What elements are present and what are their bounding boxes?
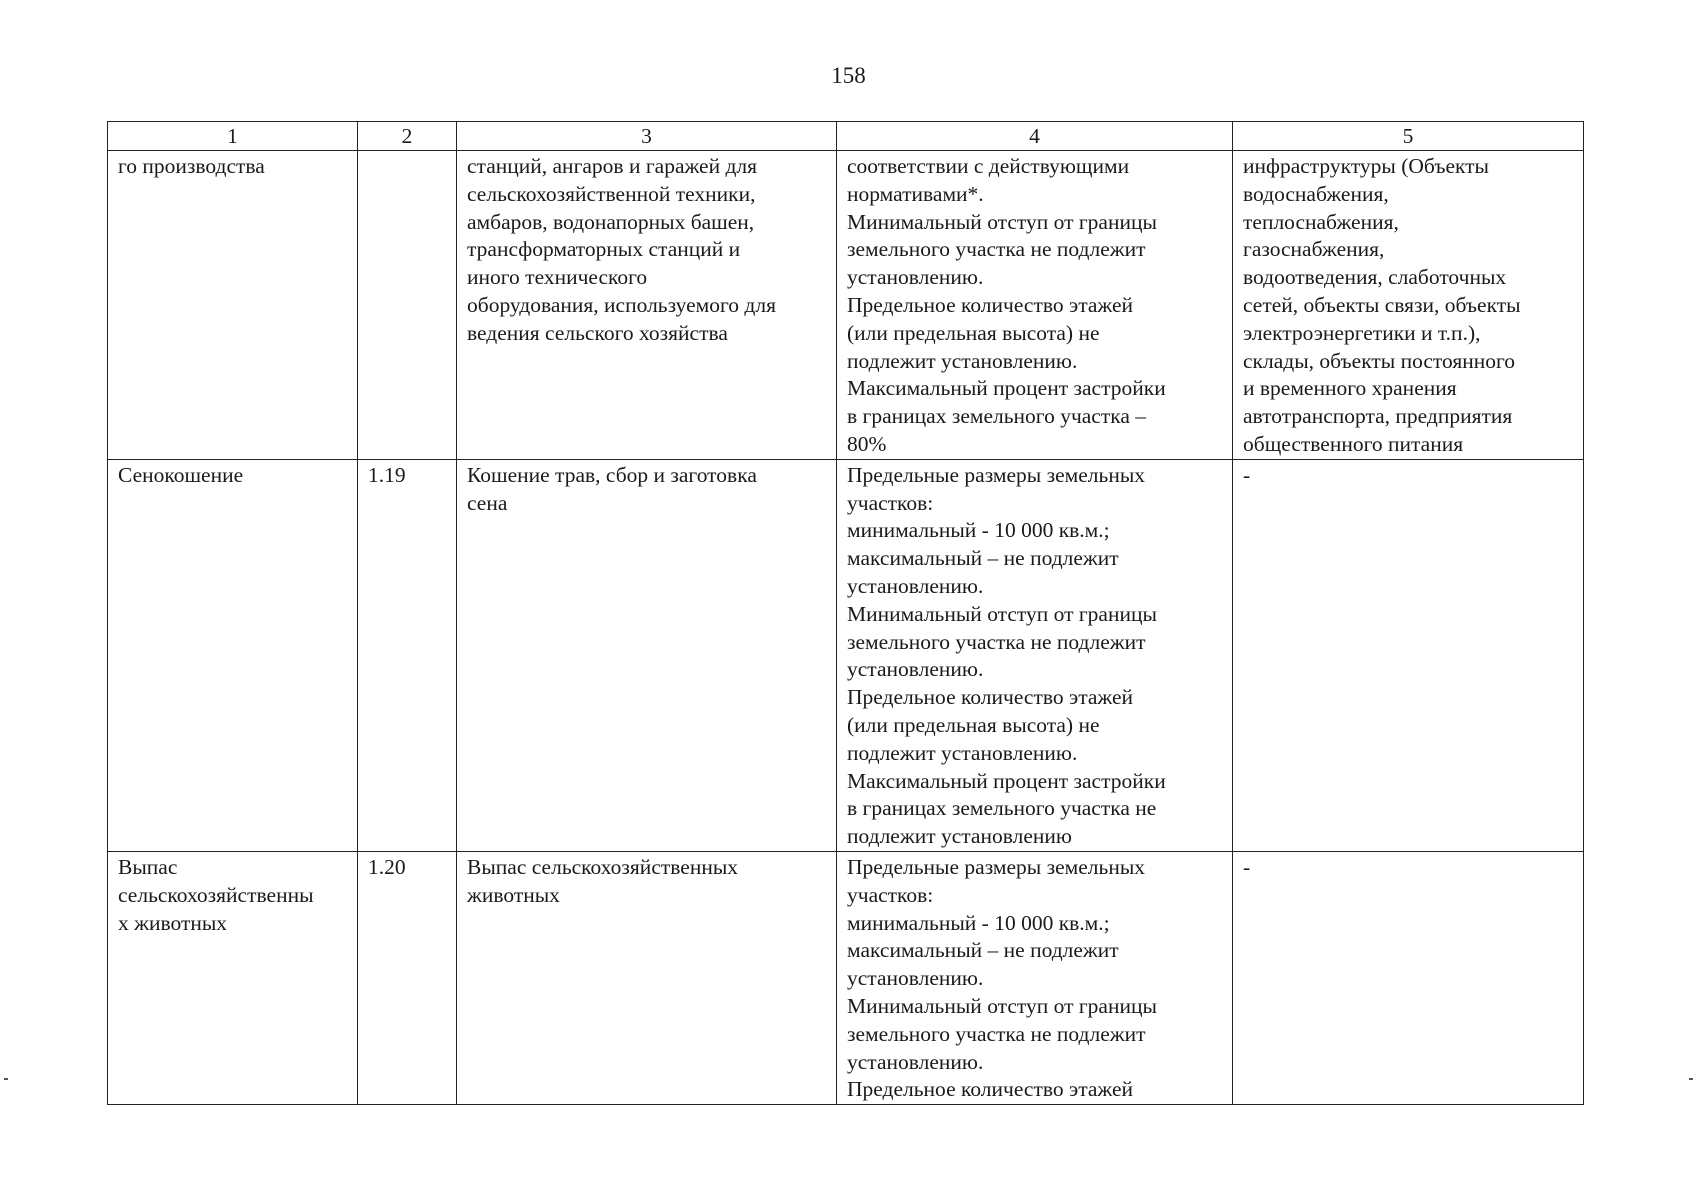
table-cell-col-1 — [108, 151, 358, 460]
table-cell-col-3 — [457, 459, 837, 851]
scan-artifact-left — [4, 1078, 8, 1080]
cell-text-line: земельного участка не подлежит — [847, 237, 1146, 262]
table-cell-col-4 — [837, 851, 1233, 1104]
cell-text-line: ведения сельского хозяйства — [467, 320, 728, 345]
cell-text-line: (или предельная высота) не — [847, 320, 1100, 345]
cell-text-line: соответствии с действующими — [847, 154, 1130, 178]
table-row — [108, 459, 1584, 851]
cell-text-line: Максимальный процент застройки — [847, 376, 1166, 401]
cell-text-line: нормативами*. — [847, 181, 984, 206]
cell-text-line: станций, ангаров и гаражей для — [467, 154, 758, 178]
cell-text-line: установлению. — [847, 265, 984, 290]
cell-text-line: установлению. — [847, 966, 984, 991]
table-cell-col-2 — [358, 459, 457, 851]
table-row — [108, 851, 1584, 1104]
cell-text-line: водоснабжения, — [1243, 181, 1389, 206]
header-col-1: 1 — [108, 122, 358, 151]
table-cell-col-1 — [108, 459, 358, 851]
cell-text-line: Минимальный отступ от границы — [847, 601, 1157, 626]
cell-text-line: Сенокошение — [118, 462, 244, 487]
cell-text-line: Предельные размеры земельных — [847, 462, 1146, 487]
cell-text-line: участков: — [847, 490, 934, 515]
table-cell-col-2 — [358, 151, 457, 460]
table-cell-col-4 — [837, 151, 1233, 460]
cell-text-line: Минимальный отступ от границы — [847, 209, 1157, 234]
cell-text-line: подлежит установлению — [847, 824, 1072, 849]
cell-text-line: оборудования, используемого для — [467, 292, 776, 317]
table-header-row — [108, 122, 1584, 151]
cell-text-line: минимальный - 10 000 кв.м.; — [847, 910, 1110, 935]
cell-text-line: электроэнергетики и т.п.), — [1243, 320, 1481, 345]
cell-text-line: земельного участка не подлежит — [847, 1021, 1146, 1046]
header-col-3: 3 — [457, 122, 837, 151]
cell-text-line: (или предельная высота) не — [847, 712, 1100, 737]
table-row — [108, 151, 1584, 460]
cell-text-line: Выпас сельскохозяйственных — [467, 854, 739, 879]
table-cell-col-4 — [837, 459, 1233, 851]
cell-text-line: Предельные размеры земельных — [847, 854, 1146, 879]
cell-text-line: инфраструктуры (Объекты — [1243, 154, 1490, 178]
zoning-table — [107, 121, 1584, 1105]
cell-text-line: в границах земельного участка не — [847, 796, 1157, 821]
cell-text-line: - — [1243, 462, 1251, 487]
cell-text-line: животных — [467, 882, 560, 907]
page-number: 158 — [831, 63, 866, 88]
cell-text-line: подлежит установлению. — [847, 348, 1078, 373]
table-cell-col-3 — [457, 851, 837, 1104]
cell-text-line: земельного участка не подлежит — [847, 629, 1146, 654]
table-cell-col-5 — [1233, 151, 1584, 460]
header-col-2: 2 — [358, 122, 457, 151]
cell-text-line: Минимальный отступ от границы — [847, 993, 1157, 1018]
cell-text-line: участков: — [847, 882, 934, 907]
cell-text-line: в границах земельного участка – — [847, 404, 1147, 429]
cell-text-line: иного технического — [467, 265, 648, 290]
header-col-5: 5 — [1233, 122, 1584, 151]
cell-text-line: 80% — [847, 431, 887, 456]
cell-text-line: амбаров, водонапорных башен, — [467, 209, 755, 234]
cell-text-line: сетей, объекты связи, объекты — [1243, 292, 1521, 317]
header-col-4: 4 — [837, 122, 1233, 151]
cell-text-line: общественного питания — [1243, 431, 1464, 456]
cell-text-line: подлежит установлению. — [847, 740, 1078, 765]
cell-text-line: 1.20 — [368, 854, 406, 879]
cell-text-line: х животных — [118, 910, 228, 935]
cell-text-line: установлению. — [847, 657, 984, 682]
cell-text-line: склады, объекты постоянного — [1243, 348, 1516, 373]
cell-text-line: минимальный - 10 000 кв.м.; — [847, 518, 1110, 543]
cell-text-line: Предельное количество этажей — [847, 685, 1134, 710]
cell-text-line: го производства — [118, 154, 265, 178]
cell-text-line: - — [1243, 854, 1251, 879]
table-cell-col-2 — [358, 851, 457, 1104]
cell-text-line: и временного хранения — [1243, 376, 1457, 401]
cell-text-line: Кошение трав, сбор и заготовка — [467, 462, 757, 487]
cell-text-line: сельскохозяйственной техники, — [467, 181, 756, 206]
cell-text-line: установлению. — [847, 1049, 984, 1074]
cell-text-line: сена — [467, 490, 508, 515]
cell-text-line: 1.19 — [368, 462, 406, 487]
cell-text-line: Выпас — [118, 854, 178, 879]
table-cell-col-5 — [1233, 459, 1584, 851]
cell-text-line: теплоснабжения, — [1243, 209, 1399, 234]
cell-text-line: Максимальный процент застройки — [847, 768, 1166, 793]
table-cell-col-1 — [108, 851, 358, 1104]
cell-text-line: автотранспорта, предприятия — [1243, 404, 1513, 429]
scan-artifact-right — [1689, 1078, 1693, 1080]
cell-text-line: трансформаторных станций и — [467, 237, 741, 262]
cell-text-line: Предельное количество этажей — [847, 292, 1134, 317]
table-cell-col-3 — [457, 151, 837, 460]
cell-text-line: водоотведения, слаботочных — [1243, 265, 1507, 290]
table-cell-col-5 — [1233, 851, 1584, 1104]
cell-text-line: Предельное количество этажей — [847, 1077, 1134, 1102]
cell-text-line: максимальный – не подлежит — [847, 546, 1119, 571]
cell-text-line: газоснабжения, — [1243, 237, 1385, 262]
cell-text-line: сельскохозяйственны — [118, 882, 314, 907]
cell-text-line: максимальный – не подлежит — [847, 938, 1119, 963]
cell-text-line: установлению. — [847, 573, 984, 598]
